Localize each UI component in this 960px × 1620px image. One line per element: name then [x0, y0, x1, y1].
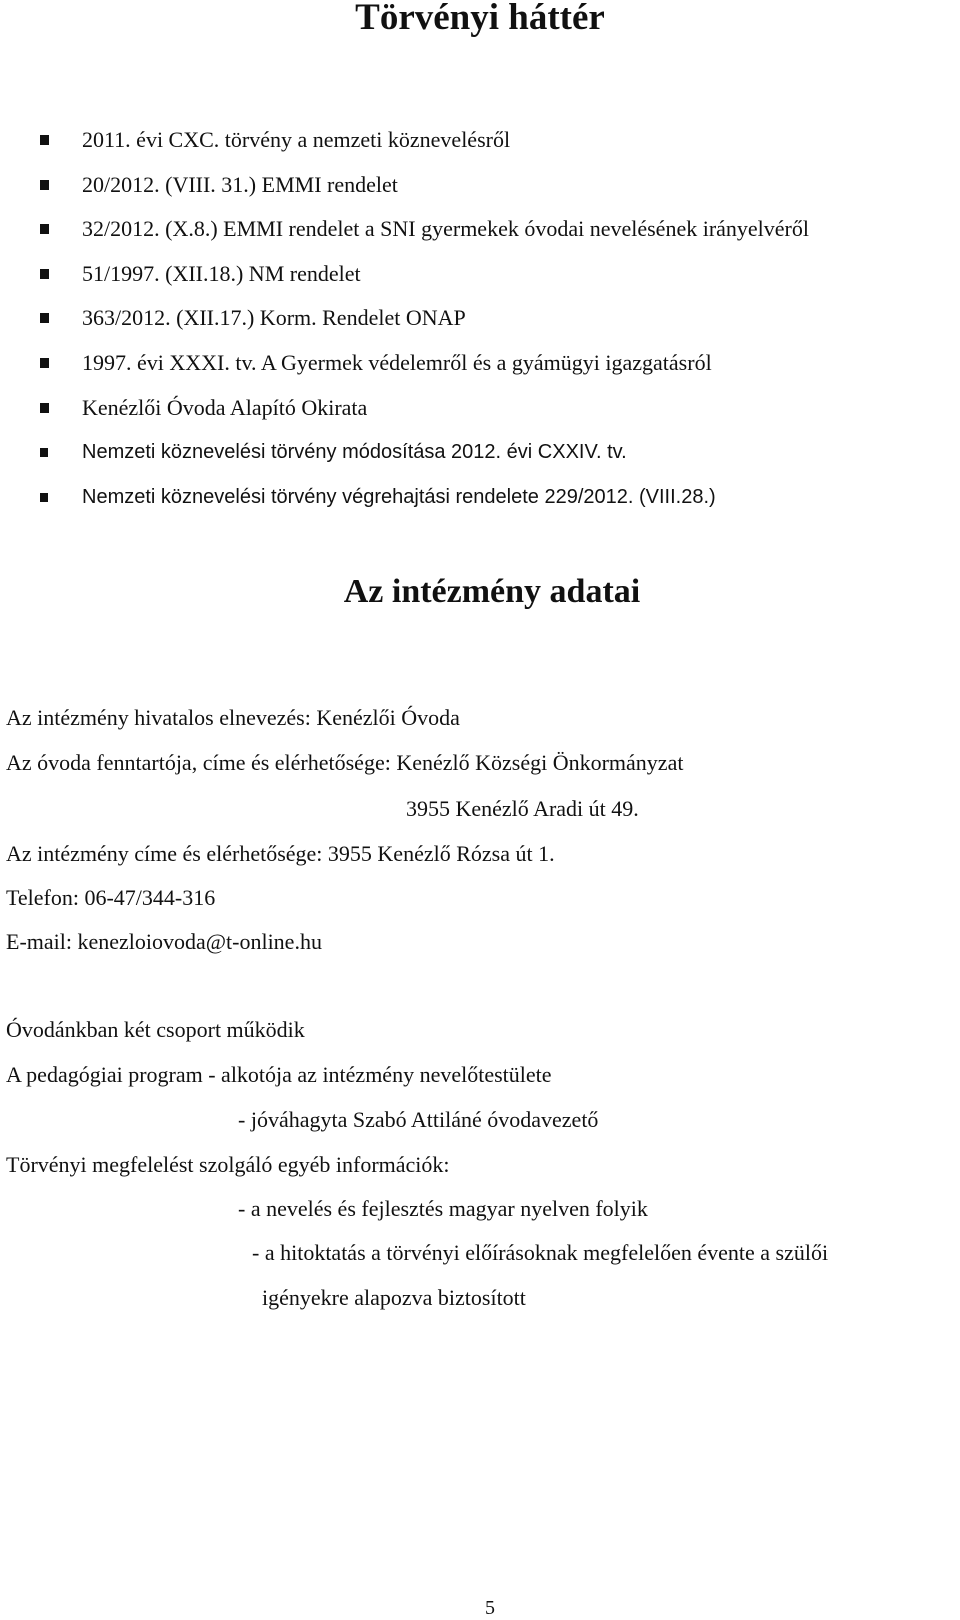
- institution-address-line: Az intézmény címe és elérhetősége: 3955 Kenézlő Rózsa út 1.: [6, 841, 555, 866]
- square-bullet-icon: [40, 224, 49, 234]
- list-item: [40, 341, 809, 386]
- square-bullet-icon: [40, 403, 49, 413]
- list-item-text: 363/2012. (XII.17.) Korm. Rendelet ONAP: [82, 305, 466, 331]
- list-item-text: 32/2012. (X.8.) EMMI rendelet a SNI gyermekek óvodai nevelésének irányelvéről: [82, 216, 809, 242]
- list-item: [40, 207, 809, 252]
- list-item-text: Kenézlői Óvoda Alapító Okirata: [82, 394, 368, 420]
- list-item: [40, 430, 809, 475]
- list-item-text: 1997. évi XXXI. tv. A Gyermek védelemről és a gyámügyi igazgatásról: [82, 349, 712, 375]
- list-item-text: 20/2012. (VIII. 31.) EMMI rendelet: [82, 171, 398, 197]
- list-item: [40, 296, 809, 341]
- list-item: [40, 475, 809, 520]
- email-line: E-mail: kenezloiovoda@t-online.hu: [6, 929, 322, 954]
- list-item-text: 2011. évi CXC. törvény a nemzeti köznevelésről: [82, 127, 511, 152]
- list-item: [40, 163, 809, 208]
- square-bullet-icon: [40, 358, 49, 368]
- other-info-heading: Törvényi megfelelést szolgáló egyéb információk:: [6, 1152, 450, 1177]
- legal-background-list: [40, 118, 809, 519]
- list-item: [40, 386, 809, 431]
- page-title: Törvényi háttér: [355, 0, 605, 38]
- maintainer-address-line: 3955 Kenézlő Aradi út 49.: [406, 796, 639, 821]
- list-item-text: Nemzeti köznevelési törvény végrehajtási rendelete 229/2012. (VIII.28.): [82, 485, 716, 508]
- religion-line-2: igényekre alapozva biztosított: [262, 1285, 526, 1310]
- section-title: Az intézmény adatai: [343, 573, 641, 610]
- square-bullet-icon: [40, 448, 48, 457]
- square-bullet-icon: [40, 313, 49, 323]
- phone-line: Telefon: 06-47/344-316: [6, 885, 216, 910]
- program-author-line: A pedagógiai program - alkotója az intézmény nevelőtestülete: [6, 1062, 552, 1087]
- list-item-text: 51/1997. (XII.18.) NM rendelet: [82, 260, 361, 286]
- list-item-text: Nemzeti köznevelési törvény módosítása 2012. évi CXXIV. tv.: [82, 441, 627, 464]
- program-approver-line: - jóváhagyta Szabó Attiláné óvodavezető: [238, 1107, 599, 1132]
- religion-line-1: - a hitoktatás a törvényi előírásoknak megfelelően évente a szülői: [252, 1240, 829, 1265]
- page-number: 5: [485, 1597, 495, 1619]
- square-bullet-icon: [40, 493, 48, 502]
- official-name-line: Az intézmény hivatalos elnevezés: Kenézlői Óvoda: [6, 705, 460, 730]
- square-bullet-icon: [40, 180, 49, 190]
- language-line: - a nevelés és fejlesztés magyar nyelven folyik: [238, 1196, 648, 1221]
- list-item: [40, 118, 809, 163]
- maintainer-line: Az óvoda fenntartója, címe és elérhetősége: Kenézlő Községi Önkormányzat: [6, 750, 684, 775]
- square-bullet-icon: [40, 135, 49, 145]
- groups-line: Óvodánkban két csoport működik: [6, 1017, 305, 1042]
- list-item: [40, 252, 809, 297]
- square-bullet-icon: [40, 269, 49, 279]
